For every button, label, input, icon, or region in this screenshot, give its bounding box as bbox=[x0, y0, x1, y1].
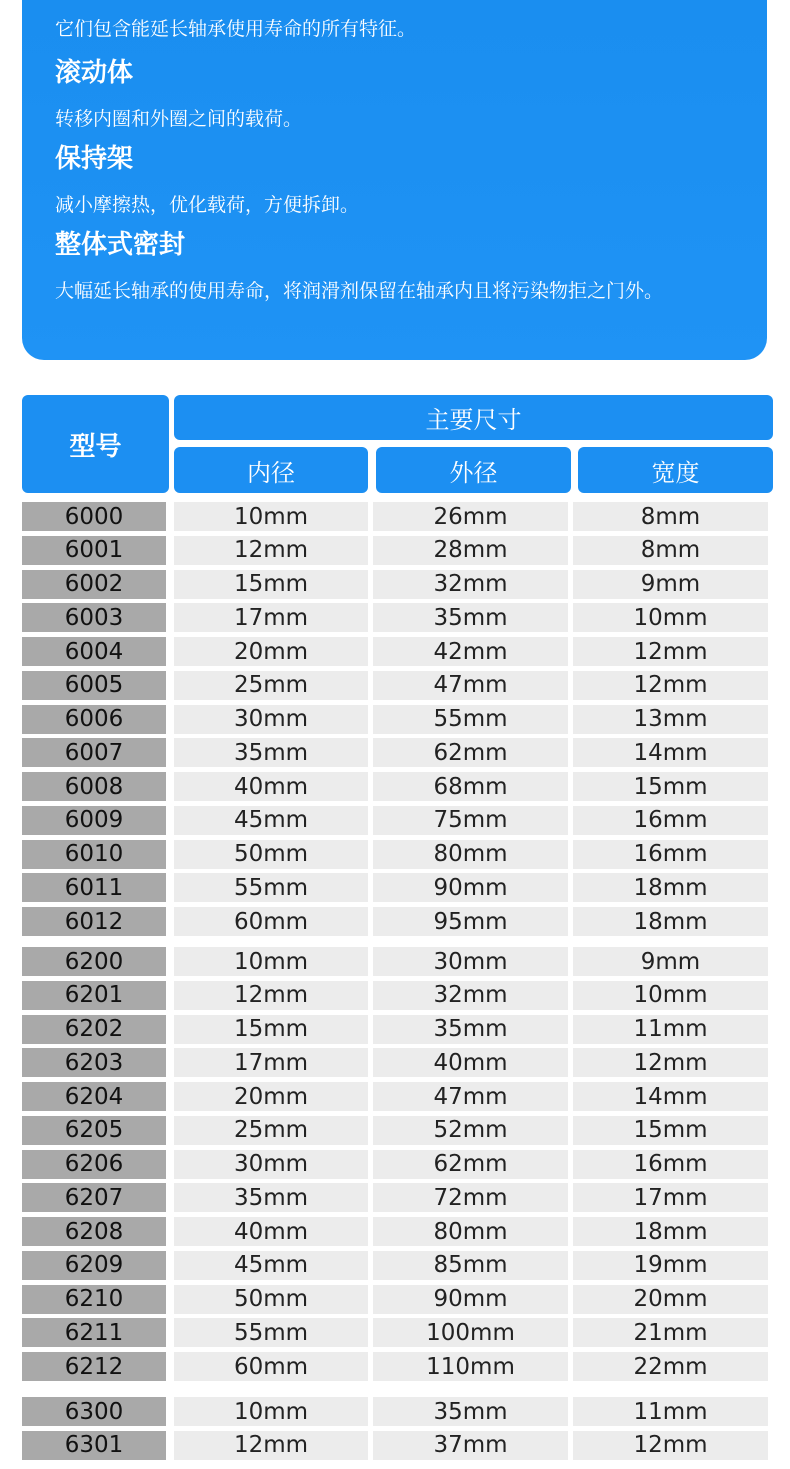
outer-diameter-cell: 90mm bbox=[373, 1285, 568, 1314]
inner-diameter-cell: 60mm bbox=[174, 1352, 368, 1381]
model-cell: 6011 bbox=[22, 873, 166, 902]
table-row bbox=[22, 570, 773, 599]
outer-diameter-cell: 68mm bbox=[373, 772, 568, 801]
outer-diameter-cell: 28mm bbox=[373, 536, 568, 565]
width-cell: 12mm bbox=[573, 671, 768, 700]
outer-diameter-cell: 35mm bbox=[373, 1397, 568, 1426]
width-cell: 19mm bbox=[573, 1251, 768, 1280]
model-cell: 6201 bbox=[22, 981, 166, 1010]
outer-diameter-cell: 62mm bbox=[373, 738, 568, 767]
inner-diameter-cell: 50mm bbox=[174, 840, 368, 869]
model-cell: 6210 bbox=[22, 1285, 166, 1314]
outer-diameter-cell: 37mm bbox=[373, 1431, 568, 1460]
model-cell: 6204 bbox=[22, 1082, 166, 1111]
model-cell: 6007 bbox=[22, 738, 166, 767]
inner-diameter-cell: 12mm bbox=[174, 981, 368, 1010]
model-cell: 6009 bbox=[22, 806, 166, 835]
table-row bbox=[22, 1352, 773, 1381]
outer-diameter-cell: 26mm bbox=[373, 502, 568, 531]
model-cell: 6004 bbox=[22, 637, 166, 666]
width-cell: 16mm bbox=[573, 1150, 768, 1179]
feature-desc: 减小摩擦热，优化载荷，方便拆卸。 bbox=[55, 194, 360, 216]
table-row bbox=[22, 1116, 773, 1145]
inner-diameter-cell: 20mm bbox=[174, 1082, 368, 1111]
table-row bbox=[22, 1082, 773, 1111]
inner-diameter-cell: 60mm bbox=[174, 907, 368, 936]
inner-diameter-header: 内径 bbox=[174, 447, 368, 493]
outer-diameter-cell: 110mm bbox=[373, 1352, 568, 1381]
table-row bbox=[22, 1397, 773, 1426]
table-row bbox=[22, 1217, 773, 1246]
width-cell: 8mm bbox=[573, 502, 768, 531]
model-cell: 6212 bbox=[22, 1352, 166, 1381]
inner-diameter-cell: 15mm bbox=[174, 570, 368, 599]
width-cell: 10mm bbox=[573, 603, 768, 632]
inner-diameter-cell: 30mm bbox=[174, 1150, 368, 1179]
table-row bbox=[22, 502, 773, 531]
outer-diameter-cell: 35mm bbox=[373, 603, 568, 632]
model-cell: 6000 bbox=[22, 502, 166, 531]
outer-diameter-cell: 30mm bbox=[373, 947, 568, 976]
feature-desc: 转移内圈和外圈之间的载荷。 bbox=[55, 108, 303, 130]
outer-diameter-cell: 80mm bbox=[373, 840, 568, 869]
model-cell: 6301 bbox=[22, 1431, 166, 1460]
width-cell: 11mm bbox=[573, 1015, 768, 1044]
model-cell: 6003 bbox=[22, 603, 166, 632]
model-cell: 6209 bbox=[22, 1251, 166, 1280]
outer-diameter-cell: 47mm bbox=[373, 671, 568, 700]
width-cell: 9mm bbox=[573, 947, 768, 976]
model-cell: 6202 bbox=[22, 1015, 166, 1044]
outer-diameter-cell: 40mm bbox=[373, 1048, 568, 1077]
inner-diameter-cell: 25mm bbox=[174, 671, 368, 700]
outer-diameter-cell: 72mm bbox=[373, 1183, 568, 1212]
width-cell: 22mm bbox=[573, 1352, 768, 1381]
intro-text: 它们包含能延长轴承使用寿命的所有特征。 bbox=[55, 18, 417, 40]
inner-diameter-cell: 10mm bbox=[174, 1397, 368, 1426]
outer-diameter-cell: 100mm bbox=[373, 1318, 568, 1347]
model-cell: 6001 bbox=[22, 536, 166, 565]
main-dimensions-header: 主要尺寸 bbox=[174, 395, 773, 440]
width-cell: 15mm bbox=[573, 772, 768, 801]
outer-diameter-cell: 75mm bbox=[373, 806, 568, 835]
inner-diameter-cell: 50mm bbox=[174, 1285, 368, 1314]
width-cell: 20mm bbox=[573, 1285, 768, 1314]
model-cell: 6008 bbox=[22, 772, 166, 801]
model-cell: 6005 bbox=[22, 671, 166, 700]
outer-diameter-cell: 90mm bbox=[373, 873, 568, 902]
table-row bbox=[22, 1285, 773, 1314]
table-row bbox=[22, 603, 773, 632]
table-row bbox=[22, 1318, 773, 1347]
table-row bbox=[22, 1251, 773, 1280]
table-row bbox=[22, 873, 773, 902]
table-row bbox=[22, 772, 773, 801]
model-cell: 6006 bbox=[22, 705, 166, 734]
inner-diameter-cell: 55mm bbox=[174, 1318, 368, 1347]
model-cell: 6211 bbox=[22, 1318, 166, 1347]
inner-diameter-cell: 20mm bbox=[174, 637, 368, 666]
inner-diameter-cell: 12mm bbox=[174, 536, 368, 565]
inner-diameter-cell: 12mm bbox=[174, 1431, 368, 1460]
width-cell: 9mm bbox=[573, 570, 768, 599]
width-cell: 18mm bbox=[573, 873, 768, 902]
model-cell: 6208 bbox=[22, 1217, 166, 1246]
width-cell: 10mm bbox=[573, 981, 768, 1010]
model-cell: 6002 bbox=[22, 570, 166, 599]
width-cell: 18mm bbox=[573, 1217, 768, 1246]
width-header: 宽度 bbox=[578, 447, 773, 493]
width-cell: 12mm bbox=[573, 1431, 768, 1460]
table-row bbox=[22, 981, 773, 1010]
inner-diameter-cell: 30mm bbox=[174, 705, 368, 734]
inner-diameter-cell: 10mm bbox=[174, 947, 368, 976]
outer-diameter-cell: 32mm bbox=[373, 981, 568, 1010]
table-row bbox=[22, 671, 773, 700]
outer-diameter-cell: 47mm bbox=[373, 1082, 568, 1111]
width-cell: 17mm bbox=[573, 1183, 768, 1212]
table-row bbox=[22, 1150, 773, 1179]
table-row bbox=[22, 1431, 773, 1460]
feature-title: 整体式密封 bbox=[55, 230, 186, 260]
width-cell: 16mm bbox=[573, 806, 768, 835]
outer-diameter-cell: 80mm bbox=[373, 1217, 568, 1246]
model-cell: 6207 bbox=[22, 1183, 166, 1212]
width-cell: 21mm bbox=[573, 1318, 768, 1347]
table-row bbox=[22, 536, 773, 565]
inner-diameter-cell: 45mm bbox=[174, 1251, 368, 1280]
outer-diameter-cell: 32mm bbox=[373, 570, 568, 599]
width-cell: 11mm bbox=[573, 1397, 768, 1426]
outer-diameter-cell: 55mm bbox=[373, 705, 568, 734]
model-cell: 6205 bbox=[22, 1116, 166, 1145]
table-row bbox=[22, 1183, 773, 1212]
width-cell: 8mm bbox=[573, 536, 768, 565]
inner-diameter-cell: 35mm bbox=[174, 738, 368, 767]
outer-diameter-header: 外径 bbox=[376, 447, 571, 493]
table-row bbox=[22, 947, 773, 976]
table-row bbox=[22, 1048, 773, 1077]
width-cell: 14mm bbox=[573, 1082, 768, 1111]
table-row bbox=[22, 637, 773, 666]
inner-diameter-cell: 40mm bbox=[174, 772, 368, 801]
width-cell: 13mm bbox=[573, 705, 768, 734]
model-cell: 6012 bbox=[22, 907, 166, 936]
width-cell: 16mm bbox=[573, 840, 768, 869]
outer-diameter-cell: 52mm bbox=[373, 1116, 568, 1145]
inner-diameter-cell: 55mm bbox=[174, 873, 368, 902]
inner-diameter-cell: 17mm bbox=[174, 1048, 368, 1077]
feature-title: 保持架 bbox=[55, 144, 134, 174]
width-cell: 12mm bbox=[573, 1048, 768, 1077]
table-row bbox=[22, 705, 773, 734]
outer-diameter-cell: 85mm bbox=[373, 1251, 568, 1280]
model-header: 型号 bbox=[22, 395, 169, 493]
outer-diameter-cell: 95mm bbox=[373, 907, 568, 936]
inner-diameter-cell: 25mm bbox=[174, 1116, 368, 1145]
feature-desc: 大幅延长轴承的使用寿命，将润滑剂保留在轴承内且将污染物拒之门外。 bbox=[55, 280, 664, 302]
table-row bbox=[22, 907, 773, 936]
inner-diameter-cell: 17mm bbox=[174, 603, 368, 632]
inner-diameter-cell: 45mm bbox=[174, 806, 368, 835]
feature-title: 滚动体 bbox=[55, 58, 134, 88]
inner-diameter-cell: 10mm bbox=[174, 502, 368, 531]
model-cell: 6206 bbox=[22, 1150, 166, 1179]
model-cell: 6010 bbox=[22, 840, 166, 869]
model-cell: 6200 bbox=[22, 947, 166, 976]
table-row bbox=[22, 840, 773, 869]
outer-diameter-cell: 35mm bbox=[373, 1015, 568, 1044]
width-cell: 18mm bbox=[573, 907, 768, 936]
table-row bbox=[22, 1015, 773, 1044]
width-cell: 15mm bbox=[573, 1116, 768, 1145]
model-cell: 6203 bbox=[22, 1048, 166, 1077]
inner-diameter-cell: 15mm bbox=[174, 1015, 368, 1044]
model-cell: 6300 bbox=[22, 1397, 166, 1426]
inner-diameter-cell: 40mm bbox=[174, 1217, 368, 1246]
table-row bbox=[22, 738, 773, 767]
width-cell: 14mm bbox=[573, 738, 768, 767]
width-cell: 12mm bbox=[573, 637, 768, 666]
table-row bbox=[22, 806, 773, 835]
outer-diameter-cell: 62mm bbox=[373, 1150, 568, 1179]
inner-diameter-cell: 35mm bbox=[174, 1183, 368, 1212]
outer-diameter-cell: 42mm bbox=[373, 637, 568, 666]
